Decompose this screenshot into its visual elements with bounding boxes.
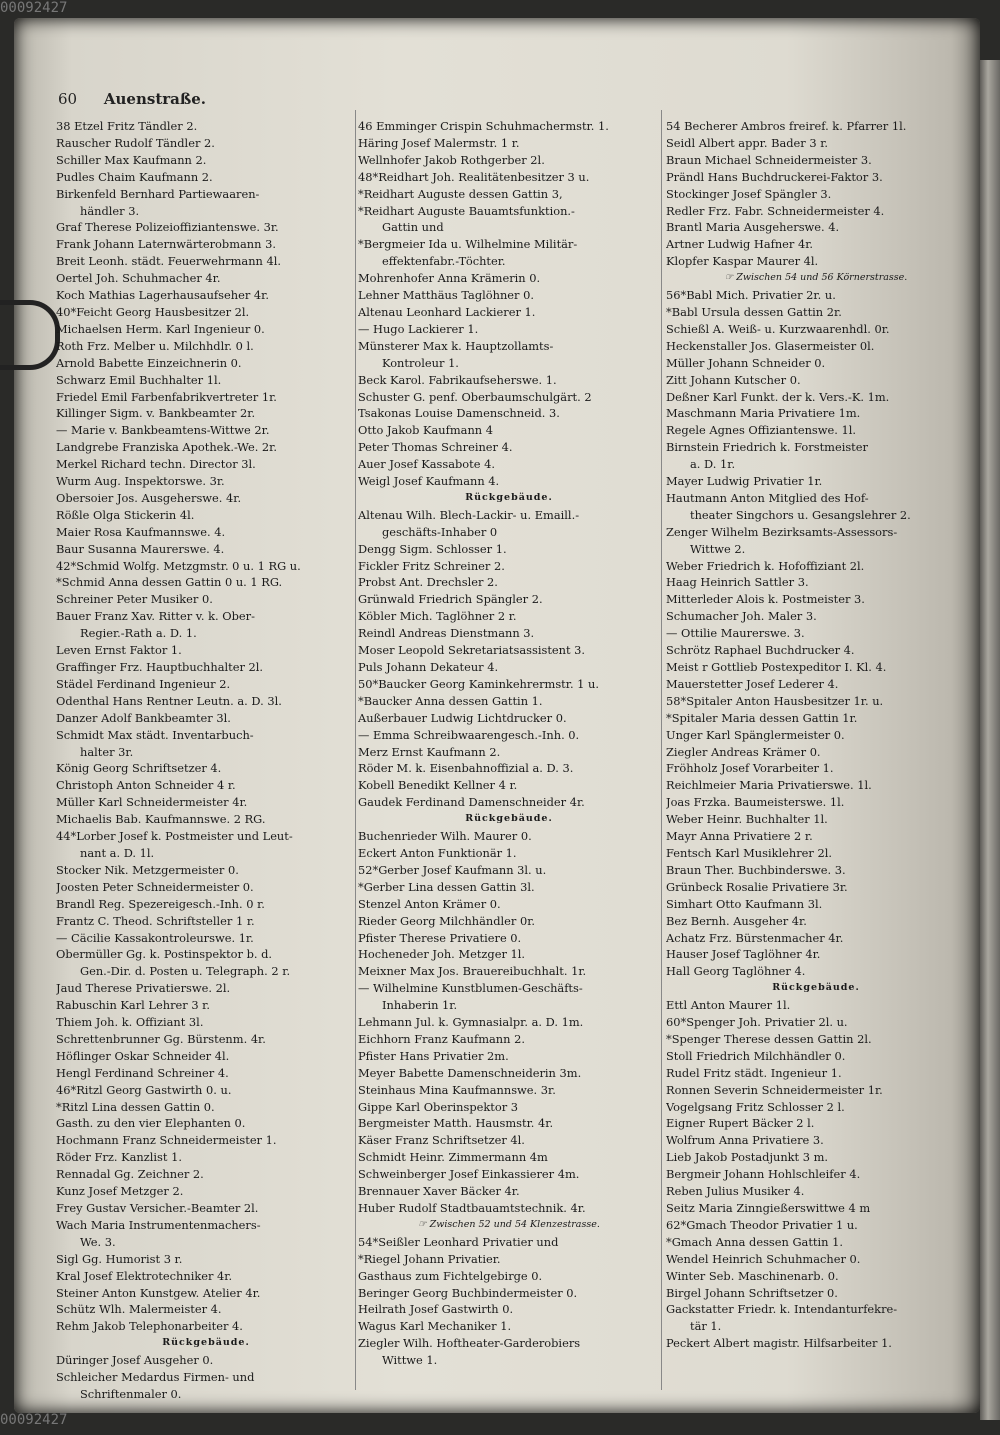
section-heading: Rückgebäude. bbox=[772, 982, 860, 994]
directory-entry: Reichlmeier Maria Privatierswe. 1l. bbox=[666, 778, 872, 793]
directory-entry: Merz Ernst Kaufmann 2. bbox=[358, 744, 501, 759]
directory-entry: Ronnen Severin Schneidermeister 1r. bbox=[666, 1082, 883, 1097]
directory-entry: Schumacher Joh. Maler 3. bbox=[666, 609, 817, 624]
directory-entry: Weigl Josef Kaufmann 4. bbox=[358, 474, 500, 489]
directory-entry: Birnstein Friedrich k. Forstmeister bbox=[666, 440, 868, 455]
directory-entry: Schleicher Medardus Firmen- und bbox=[56, 1370, 255, 1385]
directory-entry: *Spitaler Maria dessen Gattin 1r. bbox=[666, 710, 858, 725]
directory-entry: — Marie v. Bankbeamtens-Wittwe 2r. bbox=[56, 423, 270, 438]
directory-entry: Wurm Aug. Inspektorswe. 3r. bbox=[56, 474, 225, 489]
directory-entry: geschäfts-Inhaber 0 bbox=[382, 524, 498, 539]
directory-entry: Zenger Wilhelm Bezirksamts-Assessors- bbox=[666, 524, 898, 539]
directory-entry: Tsakonas Louise Damenschneid. 3. bbox=[358, 406, 560, 421]
cross-street-note: ☞ Zwischen 54 und 56 Körnerstrasse. bbox=[724, 272, 908, 284]
directory-entry: Schießl A. Weiß- u. Kurzwaarenhdl. 0r. bbox=[666, 321, 890, 336]
directory-entry: *Gmach Anna dessen Gattin 1. bbox=[666, 1234, 843, 1249]
directory-entry: Wagus Karl Mechaniker 1. bbox=[358, 1319, 512, 1334]
directory-entry: Thiem Joh. k. Offiziant 3l. bbox=[56, 1015, 204, 1030]
directory-entry: 54 Becherer Ambros freiref. k. Pfarrer 1l. bbox=[666, 119, 907, 133]
directory-entry: — Ottilie Maurerswe. 3. bbox=[666, 626, 805, 641]
directory-entry: Lehmann Jul. k. Gymnasialpr. a. D. 1m. bbox=[358, 1015, 584, 1030]
directory-entry: 38 Etzel Fritz Tändler 2. bbox=[56, 119, 198, 133]
directory-entry: 50*Baucker Georg Kaminkehrermstr. 1 u. bbox=[358, 676, 600, 691]
directory-entry: Köbler Mich. Taglöhner 2 r. bbox=[358, 609, 517, 624]
directory-entry: halter 3r. bbox=[80, 744, 134, 759]
directory-entry: Brennauer Xaver Bäcker 4r. bbox=[358, 1184, 520, 1199]
directory-entry: händler 3. bbox=[80, 203, 140, 218]
directory-entry: Friedel Emil Farbenfabrikvertreter 1r. bbox=[56, 389, 277, 404]
directory-entry: Gen.-Dir. d. Posten u. Telegraph. 2 r. bbox=[80, 964, 291, 979]
directory-entry: Hochmann Franz Schneidermeister 1. bbox=[56, 1133, 277, 1148]
directory-entry: Moser Leopold Sekretariatsassistent 3. bbox=[358, 643, 586, 658]
directory-entry: Brandl Reg. Spezereigesch.-Inh. 0 r. bbox=[56, 896, 265, 911]
directory-entry: Peckert Albert magistr. Hilfsarbeiter 1. bbox=[666, 1336, 892, 1351]
directory-entry: Graffinger Frz. Hauptbuchhalter 2l. bbox=[56, 660, 264, 674]
directory-entry: Braun Michael Schneidermeister 3. bbox=[666, 152, 872, 167]
directory-entry: Unger Karl Spänglermeister 0. bbox=[666, 727, 845, 742]
directory-entry: Kunz Josef Metzger 2. bbox=[56, 1184, 184, 1199]
section-heading: Rückgebäude. bbox=[465, 491, 553, 503]
directory-entry: Prändl Hans Buchdruckerei-Faktor 3. bbox=[666, 169, 883, 184]
directory-column-2 bbox=[358, 118, 660, 1369]
directory-entry: Inhaberin 1r. bbox=[382, 998, 458, 1013]
directory-entry: Hauser Josef Taglöhner 4r. bbox=[666, 947, 821, 962]
directory-entry: 44*Lorber Josef k. Postmeister und Leut- bbox=[56, 829, 293, 844]
directory-entry: Gattin und bbox=[382, 220, 444, 235]
directory-entry: Schrettenbrunner Gg. Bürstenm. 4r. bbox=[56, 1031, 266, 1046]
directory-entry: Simhart Otto Kaufmann 3l. bbox=[666, 896, 823, 911]
directory-entry: Pfister Hans Privatier 2m. bbox=[358, 1048, 509, 1063]
directory-entry: Stockinger Josef Spängler 3. bbox=[666, 186, 832, 201]
directory-entry: Wittwe 1. bbox=[382, 1353, 438, 1368]
directory-entry: Fröhholz Josef Vorarbeiter 1. bbox=[666, 761, 834, 776]
directory-entry: Hocheneder Joh. Metzger 1l. bbox=[358, 947, 526, 962]
directory-entry: Gaudek Ferdinand Damenschneider 4r. bbox=[358, 795, 585, 810]
directory-entry: Leven Ernst Faktor 1. bbox=[56, 643, 182, 658]
directory-entry: Schweinberger Josef Einkassierer 4m. bbox=[358, 1167, 580, 1182]
directory-entry: Schmidt Max städt. Inventarbuch- bbox=[56, 727, 254, 742]
directory-entry: *Gerber Lina dessen Gattin 3l. bbox=[358, 879, 535, 894]
directory-entry: Schiller Max Kaufmann 2. bbox=[56, 152, 207, 167]
directory-entry: a. D. 1r. bbox=[690, 457, 736, 472]
directory-entry: Achatz Frz. Bürstenmacher 4r. bbox=[666, 930, 844, 945]
directory-entry: Hautmann Anton Mitglied des Hof- bbox=[666, 490, 869, 505]
directory-entry: Hall Georg Taglöhner 4. bbox=[666, 964, 806, 979]
street-name: Auenstraße. bbox=[103, 90, 207, 108]
directory-entry: Breit Leonh. städt. Feuerwehrmann 4l. bbox=[56, 254, 282, 269]
directory-entry: — Wilhelmine Kunstblumen-Geschäfts- bbox=[358, 981, 583, 996]
directory-entry: Oertel Joh. Schuhmacher 4r. bbox=[56, 271, 221, 286]
directory-entry: Höflinger Oskar Schneider 4l. bbox=[56, 1048, 230, 1063]
directory-entry: Gackstatter Friedr. k. Intendanturfekre- bbox=[666, 1302, 898, 1317]
directory-entry: Mayr Anna Privatiere 2 r. bbox=[666, 829, 813, 844]
page-header bbox=[58, 90, 206, 108]
directory-entry: *Reidhart Auguste dessen Gattin 3, bbox=[358, 186, 563, 201]
directory-entry: Joas Frzka. Baumeisterswe. 1l. bbox=[666, 795, 845, 810]
directory-entry: Gasthaus zum Fichtelgebirge 0. bbox=[358, 1268, 543, 1283]
directory-entry: Gippe Karl Oberinspektor 3 bbox=[358, 1099, 519, 1114]
binder-clip bbox=[0, 300, 60, 370]
directory-entry: Landgrebe Franziska Apothek.-We. 2r. bbox=[56, 440, 277, 455]
directory-entry: Bergmeister Matth. Hausmstr. 4r. bbox=[358, 1116, 554, 1131]
directory-column-3 bbox=[666, 118, 966, 1352]
directory-entry: Steinhaus Mina Kaufmannswe. 3r. bbox=[358, 1082, 556, 1097]
directory-entry: Rabuschin Karl Lehrer 3 r. bbox=[56, 998, 211, 1013]
directory-entry: Bez Bernh. Ausgeher 4r. bbox=[666, 913, 807, 928]
directory-entry: Probst Ant. Drechsler 2. bbox=[358, 575, 498, 590]
directory-entry: *Babl Ursula dessen Gattin 2r. bbox=[666, 304, 842, 319]
directory-entry: Birgel Johann Schriftsetzer 0. bbox=[666, 1285, 838, 1300]
directory-entry: Obersoier Jos. Ausgeherswe. 4r. bbox=[56, 490, 242, 505]
directory-entry: *Riegel Johann Privatier. bbox=[358, 1251, 501, 1266]
directory-entry: Koch Mathias Lagerhausaufseher 4r. bbox=[56, 288, 269, 303]
directory-entry: Stenzel Anton Krämer 0. bbox=[358, 896, 501, 911]
directory-entry: Mitterleder Alois k. Postmeister 3. bbox=[666, 592, 865, 607]
directory-entry: Häring Josef Malermstr. 1 r. bbox=[358, 135, 520, 150]
directory-entry: 60*Spenger Joh. Privatier 2l. u. bbox=[666, 1015, 848, 1030]
directory-entry: Käser Franz Schriftsetzer 4l. bbox=[358, 1133, 525, 1148]
directory-entry: Eigner Rupert Bäcker 2 l. bbox=[666, 1116, 815, 1131]
directory-entry: 62*Gmach Theodor Privatier 1 u. bbox=[666, 1217, 858, 1232]
archive-id-bottom: 00092427 bbox=[0, 1412, 68, 1428]
directory-entry: 46 Emminger Crispin Schuhmachermstr. 1. bbox=[358, 119, 609, 133]
directory-entry: Wach Maria Instrumentenmachers- bbox=[56, 1217, 261, 1232]
directory-entry: Schuster G. penf. Oberbaumschulgärt. 2 bbox=[358, 389, 592, 404]
directory-entry: Reben Julius Musiker 4. bbox=[666, 1184, 805, 1199]
directory-entry: Danzer Adolf Bankbeamter 3l. bbox=[56, 710, 231, 725]
directory-entry: Mauerstetter Josef Lederer 4. bbox=[666, 676, 839, 691]
directory-entry: Artner Ludwig Hafner 4r. bbox=[666, 237, 814, 252]
section-heading: Rückgebäude. bbox=[162, 1337, 250, 1349]
directory-entry: Wittwe 2. bbox=[690, 541, 746, 556]
directory-entry: Reindl Andreas Dienstmann 3. bbox=[358, 626, 535, 641]
directory-entry: 54*Seißler Leonhard Privatier und bbox=[358, 1234, 559, 1249]
directory-entry: Münsterer Max k. Hauptzollamts- bbox=[358, 338, 554, 353]
directory-entry: Dengg Sigm. Schlosser 1. bbox=[358, 541, 507, 556]
directory-entry: effektenfabr.-Töchter. bbox=[382, 254, 506, 269]
directory-entry: Fentsch Karl Musiklehrer 2l. bbox=[666, 845, 832, 860]
directory-entry: Beringer Georg Buchbindermeister 0. bbox=[358, 1285, 578, 1300]
directory-entry: We. 3. bbox=[80, 1234, 116, 1249]
directory-entry: Puls Johann Dekateur 4. bbox=[358, 660, 499, 674]
directory-entry: Schrötz Raphael Buchdrucker 4. bbox=[666, 643, 855, 658]
directory-entry: Wendel Heinrich Schuhmacher 0. bbox=[666, 1251, 861, 1266]
directory-entry: — Emma Schreibwaarengesch.-Inh. 0. bbox=[358, 727, 580, 742]
directory-entry: Christoph Anton Schneider 4 r. bbox=[56, 778, 236, 793]
directory-entry: Frank Johann Laternwärterobmann 3. bbox=[56, 237, 276, 252]
directory-entry: Düringer Josef Ausgeher 0. bbox=[56, 1353, 214, 1368]
directory-entry: tär 1. bbox=[690, 1319, 722, 1334]
directory-entry: Schreiner Peter Musiker 0. bbox=[56, 592, 213, 607]
directory-entry: Rößle Olga Stickerin 4l. bbox=[56, 507, 195, 522]
directory-entry: Steiner Anton Kunstgew. Atelier 4r. bbox=[56, 1285, 261, 1300]
directory-entry: Meyer Babette Damenschneiderin 3m. bbox=[358, 1065, 582, 1080]
directory-entry: Röder Frz. Kanzlist 1. bbox=[56, 1150, 182, 1165]
directory-entry: Kobell Benedikt Kellner 4 r. bbox=[358, 778, 518, 793]
directory-entry: König Georg Schriftsetzer 4. bbox=[56, 761, 222, 776]
directory-entry: theater Singchors u. Gesangslehrer 2. bbox=[690, 507, 911, 522]
directory-entry: Brantl Maria Ausgeherswe. 4. bbox=[666, 220, 840, 235]
directory-entry: Haag Heinrich Sattler 3. bbox=[666, 575, 809, 590]
directory-entry: Buchenrieder Wilh. Maurer 0. bbox=[358, 829, 532, 844]
directory-entry: Obermüller Gg. k. Postinspektor b. d. bbox=[56, 947, 273, 962]
directory-entry: Grünwald Friedrich Spängler 2. bbox=[358, 592, 543, 607]
directory-column-1 bbox=[56, 118, 356, 1403]
directory-entry: 48*Reidhart Joh. Realitätenbesitzer 3 u. bbox=[358, 169, 590, 184]
directory-entry: Altenau Leonhard Lackierer 1. bbox=[358, 304, 536, 319]
directory-entry: Weber Heinr. Buchhalter 1l. bbox=[666, 812, 828, 827]
section-heading: Rückgebäude. bbox=[465, 813, 553, 825]
directory-entry: Deßner Karl Funkt. der k. Vers.-K. 1m. bbox=[666, 389, 890, 404]
directory-entry: Gasth. zu den vier Elephanten 0. bbox=[56, 1116, 246, 1131]
directory-entry: Eckert Anton Funktionär 1. bbox=[358, 845, 517, 860]
directory-entry: Zitt Johann Kutscher 0. bbox=[666, 372, 801, 387]
directory-entry: Beck Karol. Fabrikaufseherswe. 1. bbox=[358, 372, 557, 387]
directory-entry: Jaud Therese Privatierswe. 2l. bbox=[56, 981, 231, 996]
directory-entry: Rennadal Gg. Zeichner 2. bbox=[56, 1167, 204, 1182]
directory-entry: Lehner Matthäus Taglöhner 0. bbox=[358, 288, 534, 303]
directory-entry: Pfister Therese Privatiere 0. bbox=[358, 930, 522, 945]
directory-entry: Bauer Franz Xav. Ritter v. k. Ober- bbox=[56, 609, 255, 624]
directory-entry: Hengl Ferdinand Schreiner 4. bbox=[56, 1065, 229, 1080]
next-page-edge bbox=[980, 60, 1000, 1420]
directory-entry: Merkel Richard techn. Director 3l. bbox=[56, 457, 256, 472]
directory-entry: *Spenger Therese dessen Gattin 2l. bbox=[666, 1031, 872, 1046]
directory-entry: 40*Feicht Georg Hausbesitzer 2l. bbox=[56, 304, 250, 319]
directory-entry: Otto Jakob Kaufmann 4 bbox=[358, 423, 493, 438]
directory-entry: — Cäcilie Kassakontroleurswe. 1r. bbox=[56, 930, 254, 945]
directory-entry: Rehm Jakob Telephonarbeiter 4. bbox=[56, 1319, 243, 1334]
directory-entry: Rudel Fritz städt. Ingenieur 1. bbox=[666, 1065, 842, 1080]
directory-entry: *Reidhart Auguste Bauamtsfunktion.- bbox=[358, 203, 575, 218]
directory-entry: 52*Gerber Josef Kaufmann 3l. u. bbox=[358, 862, 547, 877]
directory-entry: Klopfer Kaspar Maurer 4l. bbox=[666, 254, 819, 269]
directory-entry: Auer Josef Kassabote 4. bbox=[358, 457, 495, 472]
directory-entry: Arnold Babette Einzeichnerin 0. bbox=[56, 355, 242, 370]
directory-entry: Vogelgsang Fritz Schlosser 2 l. bbox=[666, 1099, 845, 1114]
directory-entry: Eichhorn Franz Kaufmann 2. bbox=[358, 1031, 525, 1046]
directory-entry: Regele Agnes Offiziantenswe. 1l. bbox=[666, 423, 857, 438]
directory-entry: Müller Johann Schneider 0. bbox=[666, 355, 826, 370]
directory-entry: *Ritzl Lina dessen Gattin 0. bbox=[56, 1099, 215, 1114]
directory-entry: Röder M. k. Eisenbahnoffizial a. D. 3. bbox=[358, 761, 574, 776]
directory-entry: Rauscher Rudolf Tändler 2. bbox=[56, 135, 215, 150]
directory-entry: Wolfrum Anna Privatiere 3. bbox=[666, 1133, 824, 1148]
directory-entry: Ziegler Andreas Krämer 0. bbox=[666, 744, 821, 759]
directory-entry: Rieder Georg Milchhändler 0r. bbox=[358, 913, 536, 928]
directory-entry: 56*Babl Mich. Privatier 2r. u. bbox=[666, 288, 836, 303]
directory-entry: Huber Rudolf Stadtbauamtstechnik. 4r. bbox=[358, 1201, 586, 1215]
directory-entry: Ziegler Wilh. Hoftheater-Garderobiers bbox=[358, 1336, 581, 1351]
directory-entry: Meist r Gottlieb Postexpeditor I. Kl. 4. bbox=[666, 660, 887, 674]
column-divider bbox=[661, 110, 662, 1390]
directory-entry: *Bergmeier Ida u. Wilhelmine Militär- bbox=[358, 237, 578, 252]
directory-entry: Redler Frz. Fabr. Schneidermeister 4. bbox=[666, 203, 885, 218]
directory-entry: Regier.-Rath a. D. 1. bbox=[80, 626, 197, 641]
directory-entry: Maschmann Maria Privatiere 1m. bbox=[666, 406, 861, 421]
directory-entry: Kral Josef Elektrotechniker 4r. bbox=[56, 1268, 233, 1283]
directory-entry: Meixner Max Jos. Brauereibuchhalt. 1r. bbox=[358, 964, 587, 979]
directory-entry: Winter Seb. Maschinenarb. 0. bbox=[666, 1268, 839, 1283]
directory-entry: Kontroleur 1. bbox=[382, 355, 459, 370]
directory-entry: Seitz Maria Zinngießerswittwe 4 m bbox=[666, 1201, 871, 1215]
directory-entry: Michaelis Bab. Kaufmannswe. 2 RG. bbox=[56, 812, 266, 827]
directory-entry: Schmidt Heinr. Zimmermann 4m bbox=[358, 1150, 548, 1165]
directory-entry: Stocker Nik. Metzgermeister 0. bbox=[56, 862, 239, 877]
directory-entry: *Schmid Anna dessen Gattin 0 u. 1 RG. bbox=[56, 575, 283, 590]
directory-entry: Grünbeck Rosalie Privatiere 3r. bbox=[666, 879, 848, 894]
directory-entry: Peter Thomas Schreiner 4. bbox=[358, 440, 513, 455]
directory-entry: Sigl Gg. Humorist 3 r. bbox=[56, 1251, 183, 1266]
directory-entry: Stoll Friedrich Milchhändler 0. bbox=[666, 1048, 846, 1063]
directory-entry: Weber Friedrich k. Hofoffiziant 2l. bbox=[666, 558, 865, 573]
directory-entry: Schwarz Emil Buchhalter 1l. bbox=[56, 372, 222, 387]
directory-entry: Müller Karl Schneidermeister 4r. bbox=[56, 795, 248, 810]
directory-entry: Mohrenhofer Anna Krämerin 0. bbox=[358, 271, 541, 286]
directory-entry: Graf Therese Polizeioffiziantenswe. 3r. bbox=[56, 220, 279, 235]
page-number: 60 bbox=[58, 90, 78, 108]
directory-entry: Mayer Ludwig Privatier 1r. bbox=[666, 474, 823, 489]
directory-entry: 46*Ritzl Georg Gastwirth 0. u. bbox=[56, 1082, 232, 1097]
cross-street-note: ☞ Zwischen 52 und 54 Klenzestrasse. bbox=[418, 1218, 600, 1230]
directory-entry: — Hugo Lackierer 1. bbox=[358, 321, 479, 336]
directory-entry: 42*Schmid Wolfg. Metzgmstr. 0 u. 1 RG u. bbox=[56, 558, 301, 573]
directory-entry: 58*Spitaler Anton Hausbesitzer 1r. u. bbox=[666, 693, 884, 708]
directory-entry: Odenthal Hans Rentner Leutn. a. D. 3l. bbox=[56, 693, 282, 708]
directory-entry: Schriftenmaler 0. bbox=[80, 1386, 182, 1401]
directory-entry: Heilrath Josef Gastwirth 0. bbox=[358, 1302, 514, 1317]
directory-entry: nant a. D. 1l. bbox=[80, 845, 155, 860]
directory-entry: Altenau Wilh. Blech-Lackir- u. Emaill.- bbox=[358, 507, 580, 522]
directory-entry: Städel Ferdinand Ingenieur 2. bbox=[56, 676, 231, 691]
directory-entry: Maier Rosa Kaufmannswe. 4. bbox=[56, 524, 226, 539]
directory-entry: Killinger Sigm. v. Bankbeamter 2r. bbox=[56, 406, 256, 421]
archive-id: 00092427 bbox=[0, 0, 68, 16]
directory-entry: Schütz Wlh. Malermeister 4. bbox=[56, 1302, 222, 1317]
directory-entry: Birkenfeld Bernhard Partiewaaren- bbox=[56, 186, 260, 201]
directory-entry: Frantz C. Theod. Schriftsteller 1 r. bbox=[56, 913, 255, 928]
directory-entry: Fickler Fritz Schreiner 2. bbox=[358, 558, 505, 573]
directory-entry: Seidl Albert appr. Bader 3 r. bbox=[666, 135, 829, 150]
directory-entry: Pudles Chaim Kaufmann 2. bbox=[56, 169, 213, 184]
directory-entry: *Baucker Anna dessen Gattin 1. bbox=[358, 693, 543, 708]
directory-entry: Wellnhofer Jakob Rothgerber 2l. bbox=[358, 152, 545, 167]
directory-entry: Lieb Jakob Postadjunkt 3 m. bbox=[666, 1150, 829, 1165]
directory-entry: Joosten Peter Schneidermeister 0. bbox=[56, 879, 254, 894]
directory-entry: Heckenstaller Jos. Glasermeister 0l. bbox=[666, 338, 875, 353]
directory-entry: Bergmeir Johann Hohlschleifer 4. bbox=[666, 1167, 861, 1182]
directory-entry: Außerbauer Ludwig Lichtdrucker 0. bbox=[358, 710, 567, 725]
directory-entry: Frey Gustav Versicher.-Beamter 2l. bbox=[56, 1201, 259, 1215]
directory-entry: Braun Ther. Buchbinderswe. 3. bbox=[666, 862, 846, 877]
directory-entry: Baur Susanna Maurerswe. 4. bbox=[56, 541, 225, 556]
directory-entry: Roth Frz. Melber u. Milchhdlr. 0 l. bbox=[56, 338, 254, 353]
directory-entry: Michaelsen Herm. Karl Ingenieur 0. bbox=[56, 321, 265, 336]
directory-entry: Ettl Anton Maurer 1l. bbox=[666, 998, 791, 1013]
